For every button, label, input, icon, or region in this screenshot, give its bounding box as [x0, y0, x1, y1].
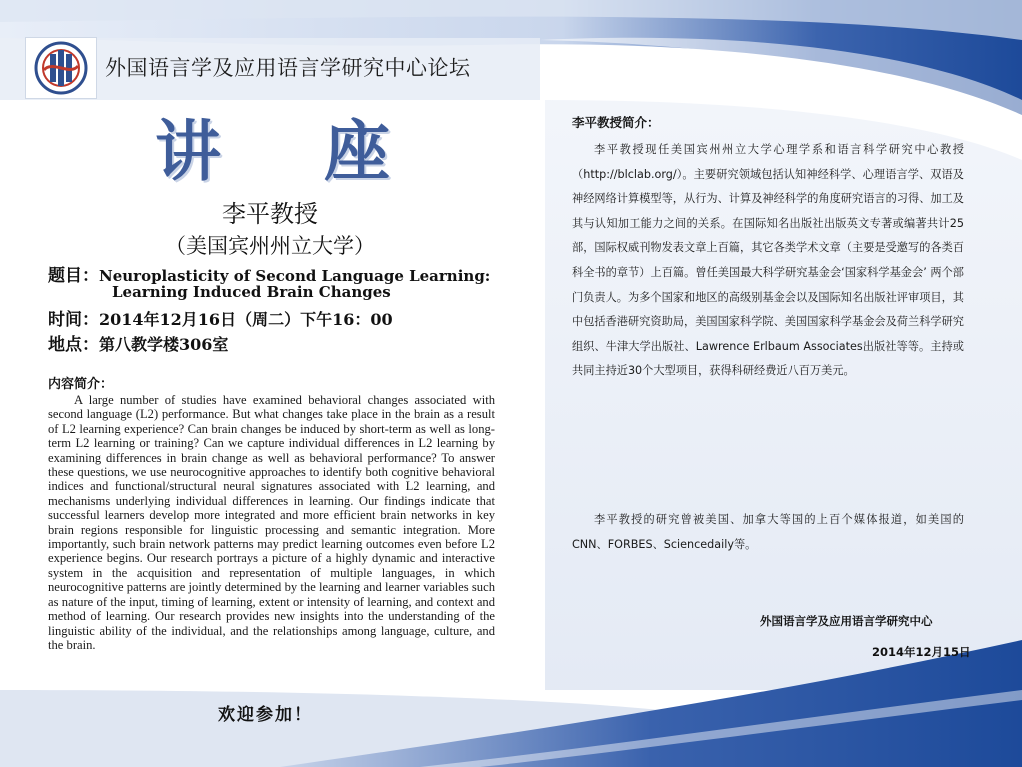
venue-label: 地点：: [48, 335, 99, 355]
title-label: 题目：: [48, 266, 99, 286]
lecture-time: [48, 305, 393, 330]
lecture-title-line-2: Learning Induced Brain Changes: [112, 283, 391, 301]
speaker-affiliation: （美国宾州州立大学）: [165, 234, 375, 258]
signature-date: 2014年12月15日: [872, 645, 971, 659]
time-label: 时间：: [48, 310, 99, 330]
time-value: 2014年12月16日（周二）下午16：00: [99, 310, 393, 329]
signature-org: 外国语言学及应用语言学研究中心: [760, 614, 933, 628]
lecture-venue: [48, 330, 228, 355]
university-seal-icon: [26, 38, 96, 98]
welcome-text: 欢迎参加！: [218, 705, 313, 725]
university-logo: [25, 37, 97, 99]
abstract-text: A large number of studies have examined behavioral changes associated with second language (L2) performance. But what changes take place in the brain as a result of L2 learning experience? Can brain changes be induced by short-term as well as long-term L2 learning or training? Can we capture individual differences in L2 learning by examining differences in brain change as well as behavioral performance? To answer these questions, we use neurocognitive approaches to identify both cognitive behavioral indices and functional/structural neural signatures associated with L2 learning, and mechanisms underlying individual differences in learning. Our findings indicate that successful learners develop more integrated and more efficient brain networks in key brain regions responsible for linguistic processing and semantic integration. More importantly, such brain network patterns may predict learning outcomes even before L2 experience begins. Our research portrays a picture of a highly dynamic and interactive system in the acquisition and representation of multiple languages, in which neurocognitive patterns are jointly determined by the learning and learner variables such as nature of the input, timing of learning, extent or intensity of learning, and context and method of learning. Our research provides new insights into the understanding of the linguistic ability of the individual, and the relationships among language, culture, and the brain.: [48, 393, 495, 652]
bio-paragraph-2: 李平教授的研究曾被美国、加拿大等国的上百个媒体报道，如美国的CNN、FORBES、Sciencedaily等。: [572, 513, 964, 551]
title-line-1-text: Neuroplasticity of Second Language Learning:: [99, 267, 491, 285]
venue-value: 第八教学楼306室: [99, 335, 229, 354]
header-org-title: 外国语言学及应用语言学研究中心论坛: [105, 56, 471, 80]
bio-paragraph-1: 李平教授现任美国宾州州立大学心理学系和语言科学研究中心教授（http://blclab.org/）。主要研究领域包括认知神经科学、心理语言学、双语及神经网络计算模型等，从行为、计算及神经科学的角度研究语言的习得、加工及其与认知加工能力之间的关系。在国际知名出版社出版英文专著或编著共计25部，国际权威刊物发表文章上百篇，其它各类学术文章（主要是受邀写的各类百科全书的章节）上百篇。曾任美国最大科学研究基金会‘国家科学基金会’ 两个部门负责人。为多个国家和地区的高级别基金会以及国际知名出版社评审项目，其中包括香港研究资助局，美国国家科学院、美国国家科学基金会及荷兰科学研究组织、牛津大学出版社、Lawrence Erlbaum Associates出版社等等。主持或共同主持近30个大型项目，获得科研经费近八百万美元。: [572, 143, 964, 378]
speaker-name: 李平教授: [222, 200, 318, 228]
lecture-big-title: 讲 座: [155, 113, 430, 190]
bio-heading: 李平教授简介：: [572, 115, 660, 130]
abstract-heading: 内容简介：: [48, 377, 114, 392]
